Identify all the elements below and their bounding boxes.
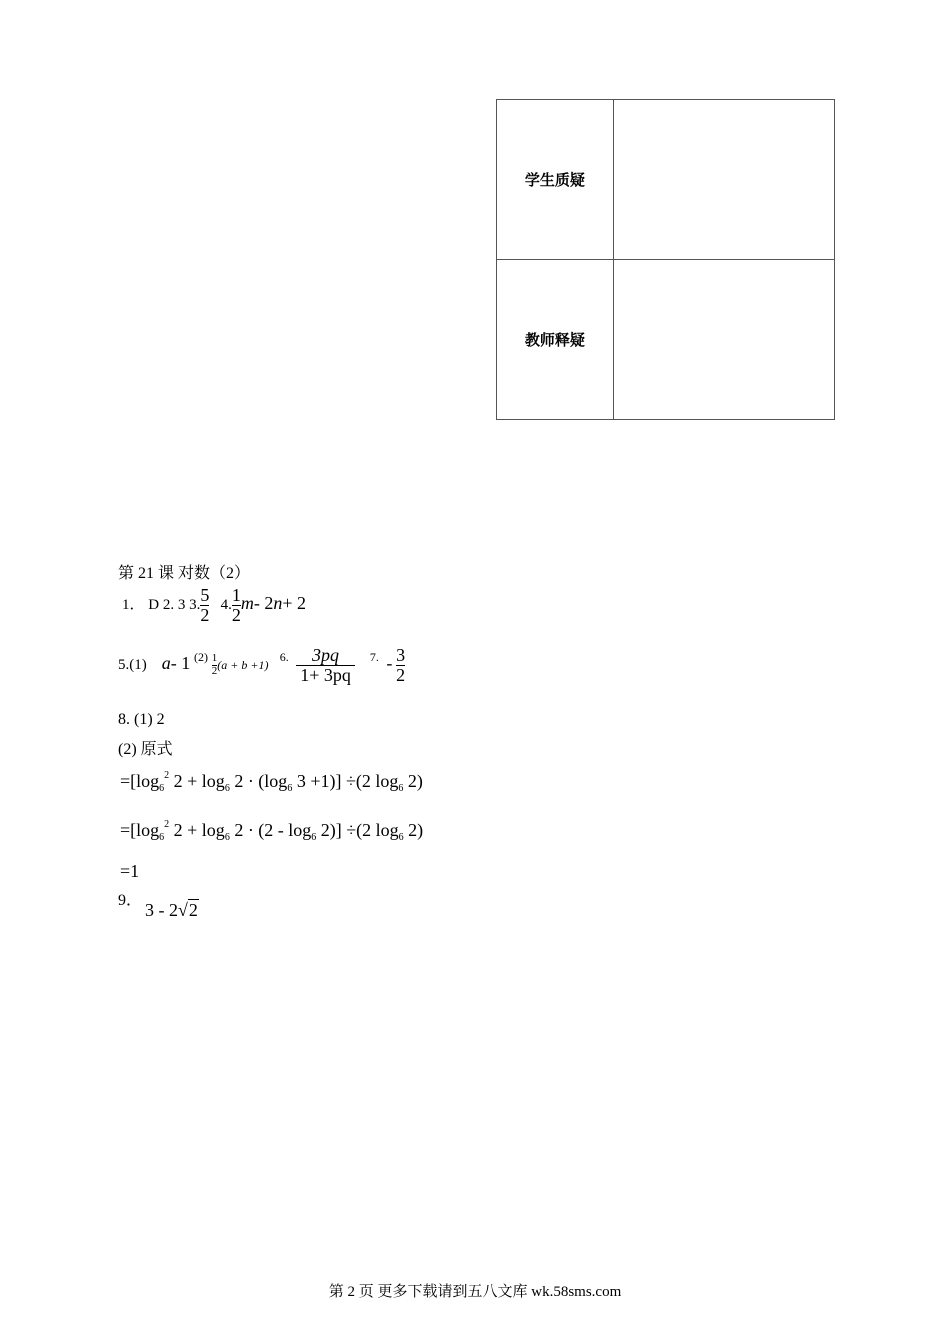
answer-8-step1: $=[\log_6^2$ $2 + \log_6 2 \cdot (\log_6$ 3 +1)] ÷(2 $\log_6 2$) (120, 770, 423, 794)
fraction-one-half: $\frac{1}{2}$ (231, 585, 241, 625)
answer-8-result: =1 (120, 861, 140, 881)
student-question-cell (613, 100, 834, 260)
student-question-label: 学生质疑 (497, 100, 614, 260)
answer-9-label: 9． (118, 892, 143, 909)
lesson-title: 第 21 课 对数（2） (118, 565, 251, 582)
teacher-answer-label: 教师释疑 (497, 260, 614, 420)
fraction-half-small: $\frac{1}{2}$ (211, 652, 218, 677)
fraction-three-halves: $\frac{3}{2}$ (396, 645, 406, 685)
page-footer: 第 2 页 更多下载请到五八文库 wk.58sms.com (328, 1284, 622, 1300)
sqrt-symbol: √ (178, 900, 188, 920)
answers-1-4: 1． D 2. 3 3. $\frac{5}{2}$ 4. $\frac{1}{2}$ m- 2n+ 2 (122, 585, 307, 625)
answer-9-value: 3 - 2√2 (145, 900, 198, 920)
table-row (497, 260, 835, 420)
teacher-answer-cell (613, 260, 834, 420)
answer-8-part1: 8. (1) 2 (118, 711, 165, 728)
fraction-five-halves: $\frac{5}{2}$ (200, 585, 210, 625)
fraction-3pq: $\frac{3pq}{1+ 3pq}$ (296, 646, 355, 685)
answer-8-part2-label: (2) 原式 (118, 741, 173, 758)
question-table (496, 99, 835, 420)
answer-8-step2: $=[\log_6^2$ $2 + \log_6 2 \cdot (2 - \log_6 2)] \div(2$ $\log_6 2$) (120, 819, 424, 843)
table-row (497, 100, 835, 260)
answers-5-7: 5.(1) a- 1 $^{(2)}$ $\frac{1}{2}$ (a + b +1) $^{6.}$ $\frac{3pq}{1+ 3pq}$ $^{7.}$ - $\frac{3}{2}$ (118, 645, 406, 685)
